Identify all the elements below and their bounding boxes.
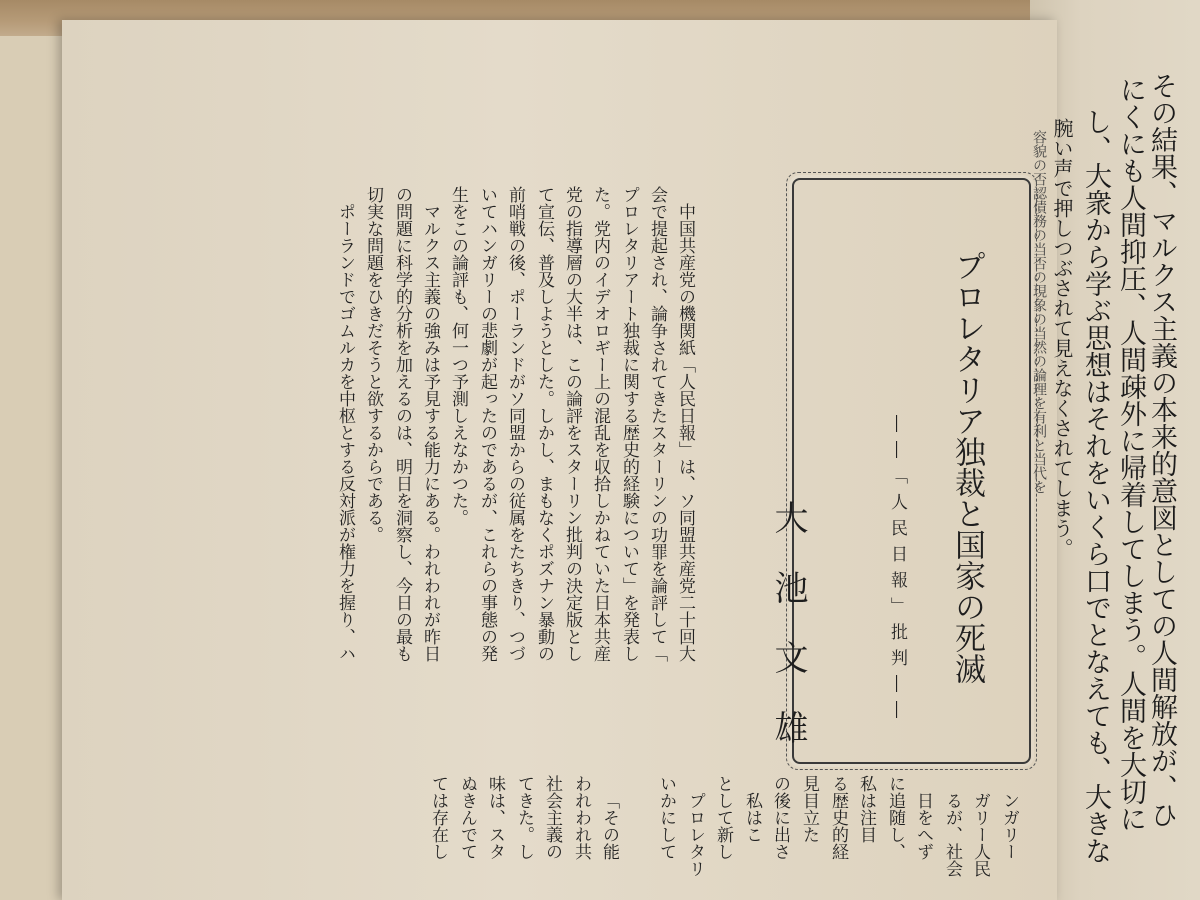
body-column: 生をこの論評も、何一つ予測しえなかつた。 [448, 186, 468, 526]
lower-column: プロレタリ [685, 792, 705, 877]
lower-column: いかにして [656, 775, 676, 860]
lower-column: の後に出さ [770, 775, 790, 860]
article-title: プロレタリア独裁と国家の死滅 [949, 250, 985, 684]
body-column: ポーランドでゴムルカを中枢とする反対派が権力を握り、ハ [335, 203, 355, 662]
body-column: 切実な問題をひきだそうと欲するからである。 [363, 186, 383, 543]
article-subtitle: ――「人民日報」批判―― [887, 415, 907, 727]
lower-column: ガリー人民 [970, 792, 990, 877]
lower-column: 見目立た [799, 775, 819, 843]
lower-column: 社会主義の [542, 775, 562, 860]
right-page-column: し、大衆から学ぶ思想はそれをいくら口でとなえても、大きな [1080, 108, 1111, 864]
lower-column: 「その能 [599, 792, 619, 860]
lower-column: てきた。し [514, 775, 534, 860]
lower-column: に追随し、 [885, 775, 905, 860]
body-column: 中国共産党の機関紙「人民日報」は、ソ同盟共産党二十回大 [675, 203, 695, 662]
lower-column: る歴史的経 [828, 775, 848, 860]
lower-column: ぬきんでて [457, 775, 477, 860]
lower-column: として新し [713, 775, 733, 860]
body-column: 党の指導層の大半は、この論評をスターリン批判の決定版とし [562, 186, 582, 662]
body-column: た。党内のイデオロギー上の混乱を収拾しかねていた日本共産 [590, 186, 610, 662]
body-column: いてハンガリーの悲劇が起ったのであるが、これらの事態の発 [477, 186, 497, 662]
lower-column: われわれ共 [571, 775, 591, 860]
right-page-column: にくにも人間抑圧、人間疎外に帰着してしまう。人間を大切に [1115, 76, 1146, 832]
lower-column: ては存在し [428, 775, 448, 860]
right-page-column: その結果、マルクス主義の本来的意図としての人間解放が、ひ [1146, 72, 1177, 828]
body-column: て宣伝、普及しようとした。しかし、まもなくポズナン暴動の [534, 186, 554, 662]
body-column: プロレタリアート独裁に関する歴史的経験について」を発表し [619, 186, 639, 662]
body-column: の問題に科学的分析を加えるのは、明日を洞察し、今日の最も [392, 186, 412, 662]
author-name: 大池文雄 [768, 500, 808, 780]
title-frame [792, 178, 1031, 764]
lower-column: 味は、スタ [485, 775, 505, 860]
lower-column: 私は注目 [856, 775, 876, 843]
lower-column: ンガリー [999, 792, 1019, 860]
body-column: マルクス主義の強みは予見する能力にある。われわれが昨日 [420, 203, 440, 662]
lower-column: 日をへず [913, 792, 933, 860]
lower-column: るが、社会 [942, 792, 962, 877]
right-page-column: 腕い声で押しつぶされて見えなくされてしまう。 [1050, 118, 1074, 558]
right-page-column: 容貌の否認債務の当否の現象の当然の論理を有利と当代を [1031, 130, 1047, 494]
body-column: 会で提起され、論争されてきたスターリンの功罪を論評して「 [647, 186, 667, 662]
body-column: 前哨戦の後、ポーランドがソ同盟からの従属をたちきり、つづ [505, 186, 525, 662]
lower-column: 私はこ [742, 792, 762, 843]
